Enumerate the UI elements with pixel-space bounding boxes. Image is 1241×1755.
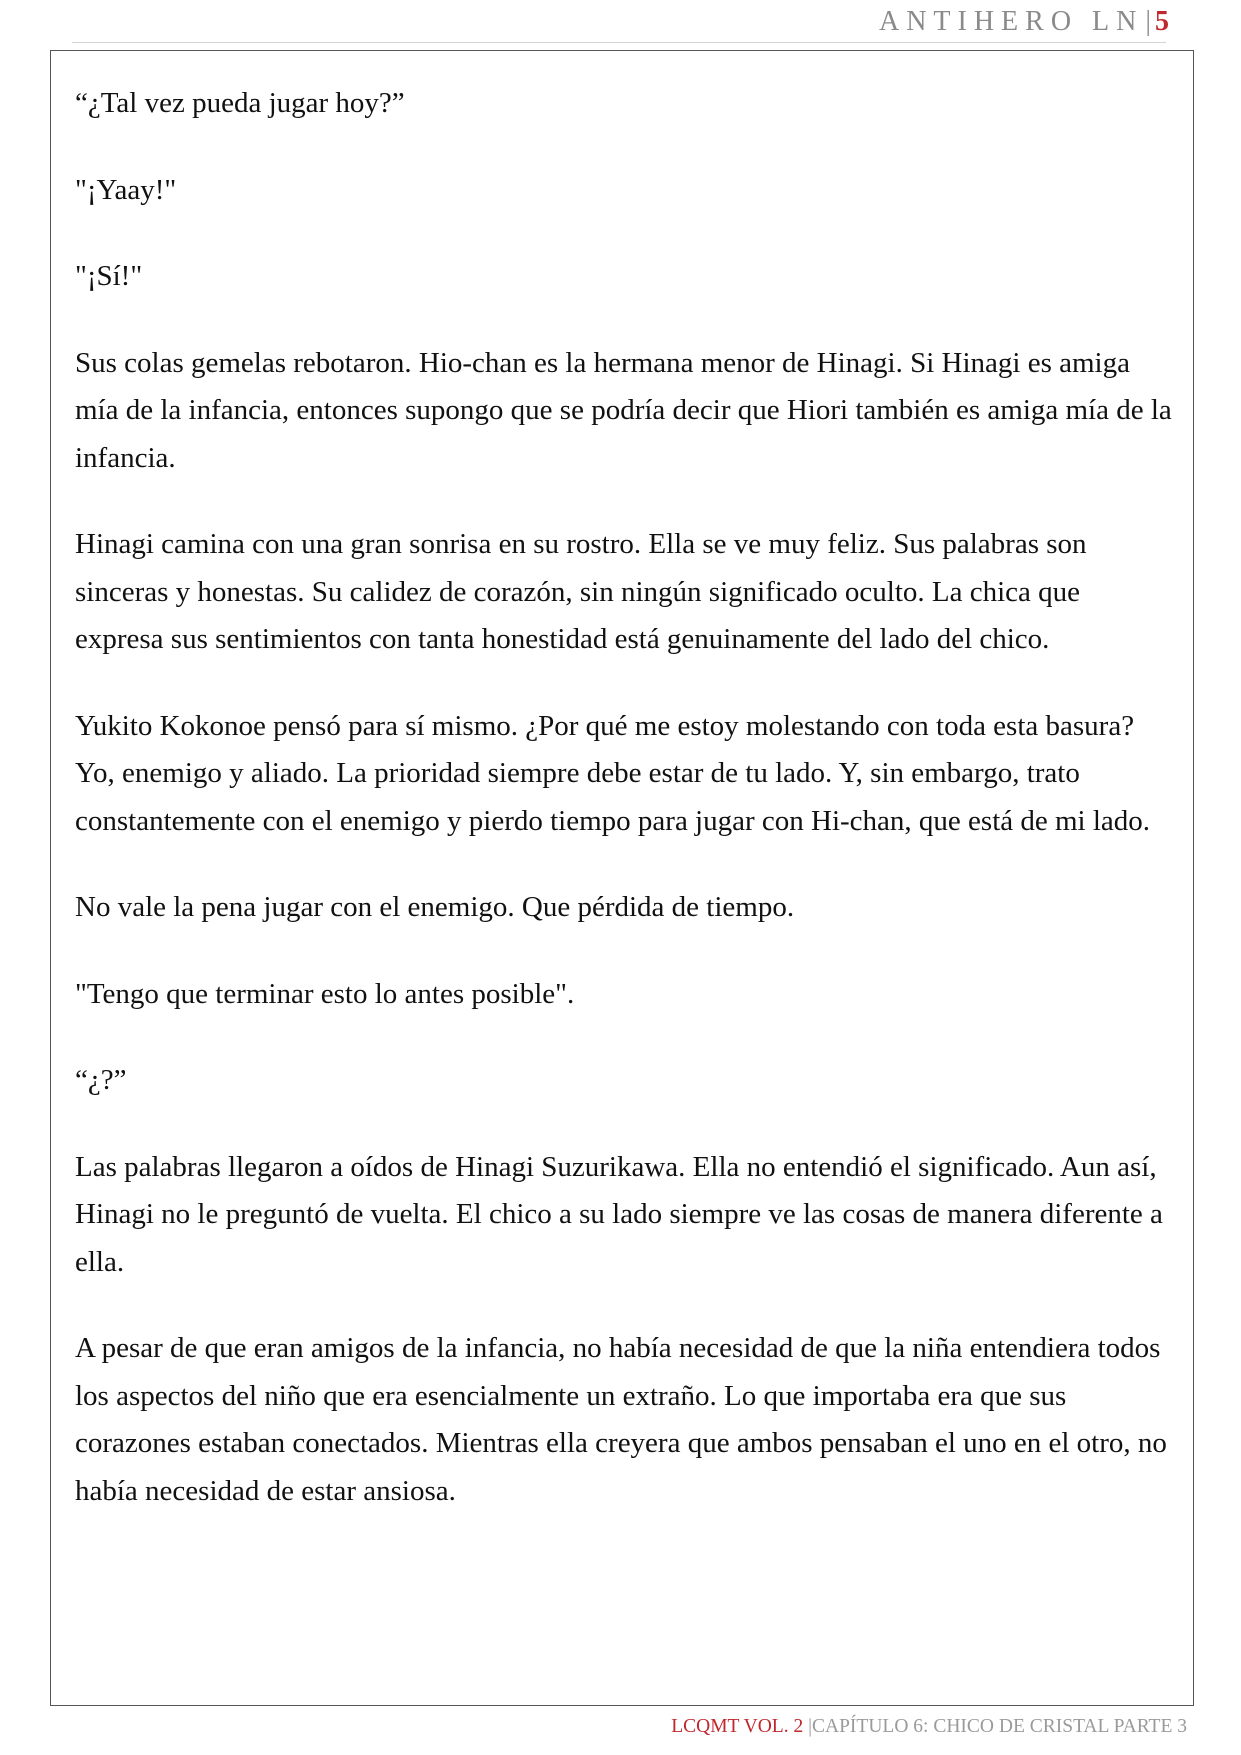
body-text <box>75 80 1175 1554</box>
footer-chapter: |CAPÍTULO 6: CHICO DE CRISTAL PARTE 3 <box>808 1716 1187 1737</box>
footer-volume: LCQMT VOL. 2 <box>671 1716 804 1737</box>
paragraph: "Tengo que terminar esto lo antes posible". <box>75 977 575 1010</box>
paragraph: Las palabras llegaron a oídos de Hinagi Suzurikawa. Ella no entendió el significado. Aun así, Hinagi no le preguntó de vuelta. El chico a su lado siempre ve las cosas de manera diferente a ella. <box>75 1150 1163 1278</box>
header-rule <box>72 42 1166 43</box>
header-separator: | <box>1145 6 1151 37</box>
running-footer <box>671 1716 1187 1738</box>
paragraph: Yukito Kokonoe pensó para sí mismo. ¿Por qué me estoy molestando con toda esta basura? Yo, enemigo y aliado. La prioridad siempre debe estar de tu lado. Y, sin embargo, trato constantemente con el enemigo y pierdo tiempo para jugar con Hi-chan, que está de mi lado. <box>75 709 1151 837</box>
paragraph: A pesar de que eran amigos de la infancia, no había necesidad de que la niña entendiera todos los aspectos del niño que era esencialmente un extraño. Lo que importaba era que sus corazones estaban conectados. Mientras ella creyera que ambos pensaban el uno en el otro, no había necesidad de estar ansiosa. <box>75 1332 1167 1507</box>
paragraph: Hinagi camina con una gran sonrisa en su rostro. Ella se ve muy feliz. Sus palabras son sinceras y honestas. Su calidez de corazón, sin ningún significado oculto. La chica que expresa sus sentimientos con tanta honestidad está genuinamente del lado del chico. <box>75 528 1087 655</box>
page-number: 5 <box>1155 6 1169 37</box>
paragraph: No vale la pena jugar con el enemigo. Que pérdida de tiempo. <box>75 891 795 923</box>
running-header <box>879 6 1169 38</box>
paragraph: “¿?” <box>75 1064 127 1096</box>
paragraph: “¿Tal vez pueda jugar hoy?” <box>75 87 405 119</box>
paragraph: "¡Yaay!" <box>75 173 177 206</box>
paragraph: "¡Sí!" <box>75 260 143 292</box>
paragraph: Sus colas gemelas rebotaron. Hio-chan es la hermana menor de Hinagi. Si Hinagi es amiga mía de la infancia, entonces supongo que se podría decir que Hiori también es amiga mía de la infancia. <box>75 346 1172 474</box>
book-title: ANTIHERO LN <box>878 6 1144 37</box>
